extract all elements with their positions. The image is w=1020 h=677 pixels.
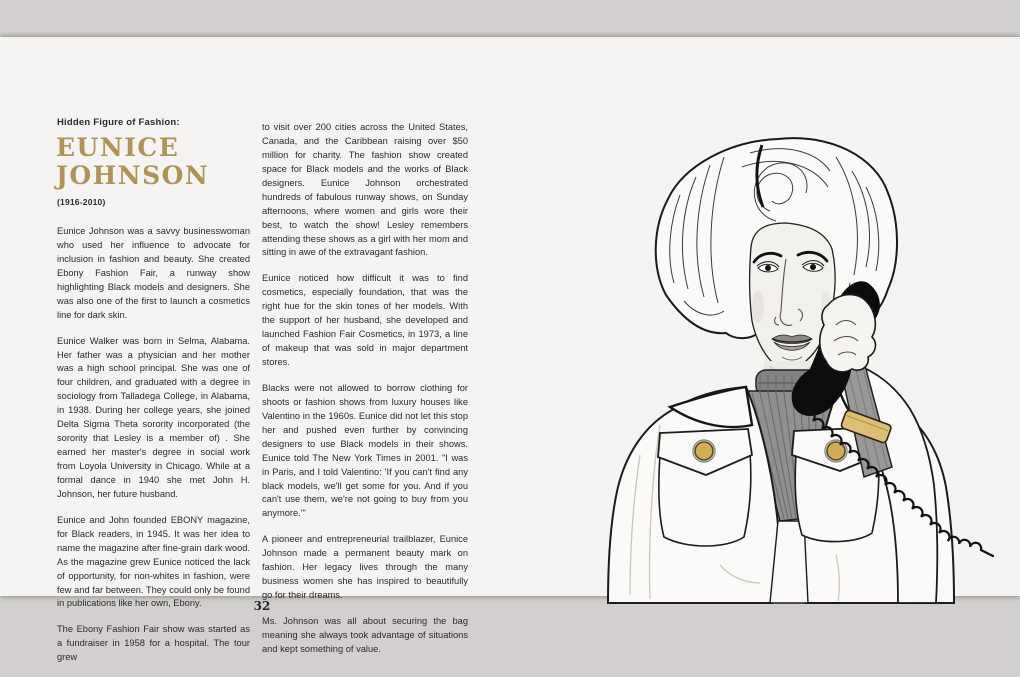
paragraph: Eunice and John founded EBONY magazine, for Black readers, in 1945. It was her idea to name the magazine after fine-grain dark wood. As the magazine grew Eunice noticed the lack of opportunity, for non-whites in fashion, were few and far between. They could only be found in publications like her own, Ebony. — [57, 514, 250, 609]
page-title — [56, 134, 276, 189]
paragraph: The Ebony Fashion Fair show was started as a fundraiser in 1958 for a hospital. The tour grew — [57, 624, 250, 663]
paragraph: Eunice Johnson was a savvy businesswoman who used her influence to advocate for inclusion in fashion and beauty. She created Ebony Fashion Fair, a runway show highlighting Black models and designers. She was also one of the first to launch a cosmetics line for dark skin. — [57, 226, 250, 320]
left-chest-pocket — [658, 429, 752, 546]
page-number: 32 — [253, 599, 271, 613]
gold-button — [695, 442, 713, 460]
paragraph: Ms. Johnson was all about securing the bag meaning she always took advantage of situations and kept something of value. — [262, 616, 468, 654]
paragraph: Eunice noticed how difficult it was to find cosmetics, especially foundation, that was the right hue for the skin tones of her models. With the support of her husband, she developed and launched Fashion Fair Cosmetics, in 1973, a line of makeup that was sold in major department stores. — [262, 273, 468, 367]
paragraph: Eunice Walker was born in Selma, Alabama. Her father was a physician and her mother was a high school principal. She was one of four children, and graduated with a degree in sociology from Talladega College, in Alabama, in 1938. During her college years, she joined Delta Sigma Theta sorority incorporated (the sorority that Lesley is a member of) . She earned her master's degree in social work from Loyola University in Chicago. While at a formal dance in 1940 she met John H. Johnson, her future husband. — [57, 335, 250, 499]
gold-button — [827, 442, 845, 460]
paragraph: Blacks were not allowed to borrow clothing for shoots or fashion shows from luxury houses like Valentino in the 1960s. Eunice did not let this stop her and pushed even further by convincing designers to use Black models in their shows. Eunice told The New York Times in 2001. "I was in Paris, and I told Valentino: 'If you can't find any black models, we'll get some for you. And if you can't use them, we're not going to buy from you anymore.'" — [262, 382, 468, 519]
portrait-svg — [600, 125, 1020, 607]
eunice-johnson-illustration — [600, 125, 1020, 607]
text-column-2 — [262, 121, 468, 669]
hand — [820, 295, 876, 372]
lifespan-dates: (1916-2010) — [57, 197, 106, 207]
title-line-1: EUNICE — [56, 133, 180, 162]
paragraph: A pioneer and entrepreneurial trailblazer, Eunice Johnson made a permanent beauty mark on fashion. Her legacy lives through the many business women she has inspired to beautifully go for their dreams. — [262, 534, 468, 601]
book-spread — [0, 37, 1020, 663]
cheek-shading — [752, 291, 764, 323]
kicker-label: Hidden Figure of Fashion: — [57, 117, 180, 128]
title-line-2: JOHNSON — [56, 160, 210, 190]
paragraph: to visit over 200 cities across the United States, Canada, and the Caribbean raising over $50 million for charity. The fashion show created space for Black models and the works of Black designers. Eunice Johnson orchestrated hundreds of fabulous runway shows, on Sunday afternoons, where women and girls wore their best, to watch the show! Lesley remembers attending these shows as a girl with her mom and sitting in awe of the extravagant fashion. — [262, 122, 468, 258]
